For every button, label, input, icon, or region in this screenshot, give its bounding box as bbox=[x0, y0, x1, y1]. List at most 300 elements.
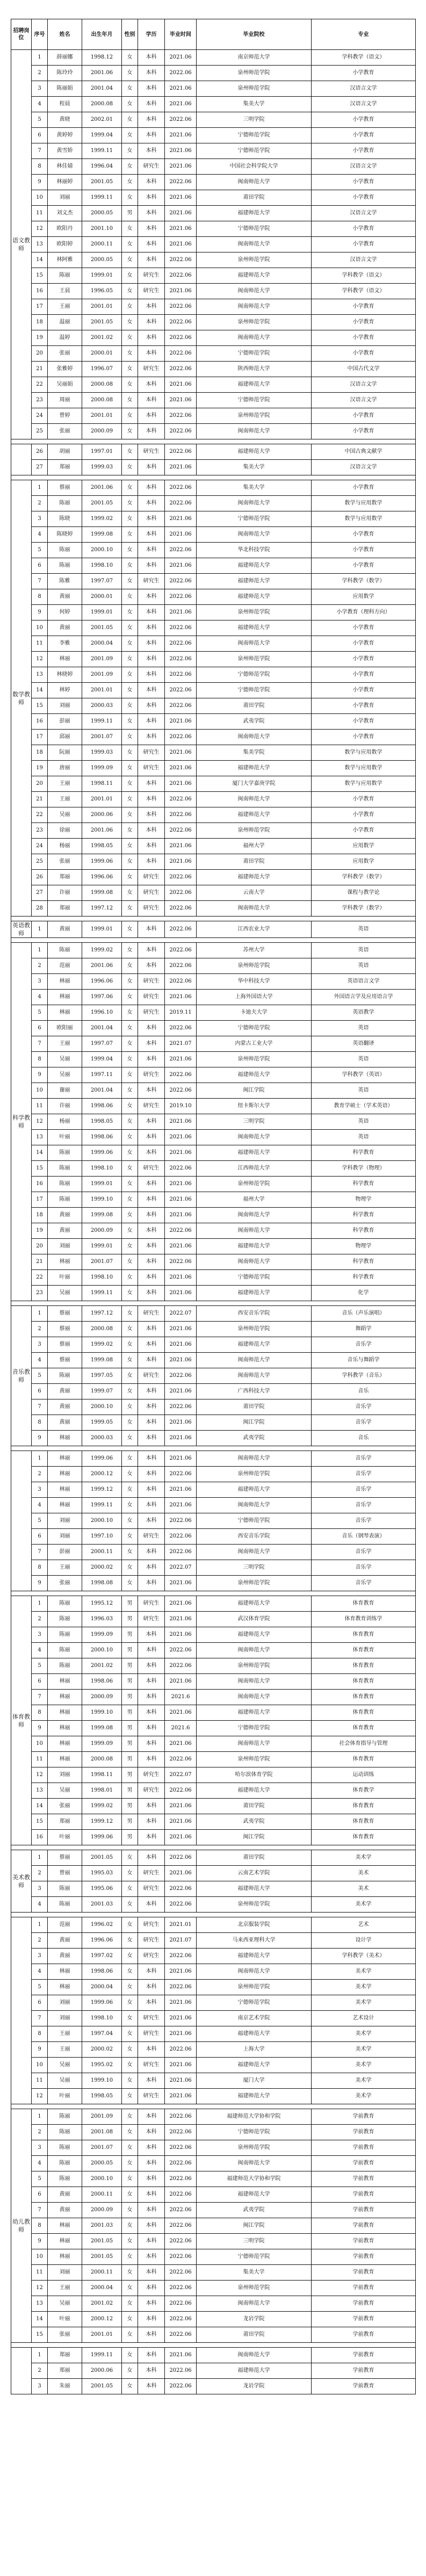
row-degree: 本科 bbox=[138, 1130, 165, 1145]
row-major: 音乐学 bbox=[312, 1482, 416, 1498]
row-degree: 本科 bbox=[138, 2348, 165, 2363]
row-birth: 2001.07 bbox=[82, 2140, 122, 2156]
row-school: 上海大学 bbox=[197, 2042, 312, 2058]
row-degree: 本科 bbox=[138, 1451, 165, 1467]
row-gender: 女 bbox=[122, 1130, 138, 1145]
row-index: 4 bbox=[32, 2156, 48, 2171]
row-grad-time: 2022.06 bbox=[165, 730, 197, 745]
row-gender: 女 bbox=[122, 714, 138, 730]
row-gender: 男 bbox=[122, 1690, 138, 1705]
row-school: 闽南师范大学 bbox=[197, 1130, 312, 1145]
row-gender: 女 bbox=[122, 807, 138, 823]
row-grad-time: 2022.06 bbox=[165, 958, 197, 974]
row-grad-time: 2021.06 bbox=[165, 1627, 197, 1643]
table-row bbox=[11, 761, 416, 776]
row-major: 学科教学（美术） bbox=[312, 1949, 416, 1964]
row-grad-time: 2021.06 bbox=[165, 761, 197, 776]
row-grad-time: 2022.06 bbox=[165, 974, 197, 990]
row-school: 莆田学院 bbox=[197, 698, 312, 714]
row-name: 林晓婷 bbox=[48, 667, 82, 683]
row-name: 刘丽 bbox=[48, 1995, 82, 2011]
row-major: 小学教育 bbox=[312, 792, 416, 807]
header-row bbox=[11, 19, 416, 50]
table-row bbox=[11, 81, 416, 97]
table-row bbox=[11, 1752, 416, 1767]
row-birth: 2001.01 bbox=[82, 299, 122, 315]
row-degree: 本科 bbox=[138, 1897, 165, 1913]
row-birth: 2000.12 bbox=[82, 1467, 122, 1482]
row-birth: 1999.11 bbox=[82, 190, 122, 206]
row-major: 小学教育 bbox=[312, 66, 416, 81]
row-name: 郑丽 bbox=[48, 870, 82, 885]
row-name: 刘丽 bbox=[48, 1529, 82, 1545]
row-index: 3 bbox=[32, 2140, 48, 2156]
row-major: 小学教育 bbox=[312, 424, 416, 439]
row-degree: 本科 bbox=[138, 1513, 165, 1529]
row-birth: 2000.03 bbox=[82, 698, 122, 714]
row-major: 汉语言文学 bbox=[312, 159, 416, 175]
row-index: 7 bbox=[32, 1690, 48, 1705]
row-gender: 女 bbox=[122, 1368, 138, 1384]
row-name: 林丽 bbox=[48, 1705, 82, 1721]
row-grad-time: 2021.06 bbox=[165, 1114, 197, 1130]
row-grad-time: 2021.06 bbox=[165, 2026, 197, 2042]
row-major: 汉语言文学 bbox=[312, 206, 416, 221]
row-grad-time: 2021.06 bbox=[165, 990, 197, 1005]
row-major: 音乐（声乐演唱） bbox=[312, 1306, 416, 1322]
row-index: 11 bbox=[32, 1752, 48, 1767]
row-gender: 女 bbox=[122, 112, 138, 128]
row-index: 12 bbox=[32, 2089, 48, 2104]
row-name: 陈丽 bbox=[48, 1192, 82, 1208]
table-row bbox=[11, 496, 416, 511]
row-name: 刘文杰 bbox=[48, 206, 82, 221]
table-row bbox=[11, 839, 416, 854]
row-grad-time: 2022.06 bbox=[165, 268, 197, 284]
row-index: 15 bbox=[32, 268, 48, 284]
row-grad-time: 2021.06 bbox=[165, 1322, 197, 1337]
row-degree: 本科 bbox=[138, 2379, 165, 2394]
row-gender: 女 bbox=[122, 2379, 138, 2394]
row-major: 音乐学 bbox=[312, 1451, 416, 1467]
row-name: 林丽 bbox=[48, 1721, 82, 1736]
row-name: 吴丽 bbox=[48, 1286, 82, 1301]
row-name: 蔡丽 bbox=[48, 1850, 82, 1866]
row-gender: 女 bbox=[122, 159, 138, 175]
row-birth: 1999.10 bbox=[82, 2073, 122, 2089]
table-row bbox=[11, 1560, 416, 1576]
row-index: 5 bbox=[32, 1005, 48, 1021]
row-degree: 本科 bbox=[138, 377, 165, 393]
row-index: 20 bbox=[32, 1239, 48, 1254]
row-major: 学科教学（数学） bbox=[312, 574, 416, 589]
row-major: 小学教育 bbox=[312, 190, 416, 206]
row-gender: 女 bbox=[122, 823, 138, 839]
row-index: 2 bbox=[32, 496, 48, 511]
row-index: 18 bbox=[32, 1208, 48, 1223]
row-school: 泉州师范学院 bbox=[197, 958, 312, 974]
row-major: 英语语言文学 bbox=[312, 974, 416, 990]
row-major: 舞蹈学 bbox=[312, 1322, 416, 1337]
table-row bbox=[11, 943, 416, 958]
row-birth: 2000.01 bbox=[82, 346, 122, 362]
row-name: 刘丽 bbox=[48, 2265, 82, 2281]
row-grad-time: 2021.06 bbox=[165, 1415, 197, 1431]
row-degree: 本科 bbox=[138, 1830, 165, 1845]
row-major: 英语 bbox=[312, 1083, 416, 1099]
row-degree: 本科 bbox=[138, 839, 165, 854]
row-index: 9 bbox=[32, 1576, 48, 1591]
row-degree: 本科 bbox=[138, 1192, 165, 1208]
row-index: 13 bbox=[32, 237, 48, 252]
row-birth: 1998.06 bbox=[82, 1964, 122, 1980]
row-grad-time: 2022.06 bbox=[165, 1643, 197, 1658]
row-index: 2 bbox=[32, 1933, 48, 1949]
row-index: 14 bbox=[32, 252, 48, 268]
row-school: 泉州师范学院 bbox=[197, 823, 312, 839]
row-birth: 1997.11 bbox=[82, 1067, 122, 1083]
row-index: 6 bbox=[32, 558, 48, 574]
row-degree: 本科 bbox=[138, 605, 165, 620]
row-gender: 女 bbox=[122, 299, 138, 315]
row-school: 闽南师范大学 bbox=[197, 2296, 312, 2312]
row-birth: 2000.11 bbox=[82, 237, 122, 252]
row-grad-time: 2021.06 bbox=[165, 393, 197, 408]
row-index: 3 bbox=[32, 1627, 48, 1643]
row-gender: 女 bbox=[122, 2296, 138, 2312]
row-birth: 1999.07 bbox=[82, 1384, 122, 1399]
row-grad-time: 2022.06 bbox=[165, 1881, 197, 1897]
row-school: 龙岩学院 bbox=[197, 2379, 312, 2394]
row-birth: 2000.02 bbox=[82, 2042, 122, 2058]
row-name: 林佳婧 bbox=[48, 159, 82, 175]
row-degree: 本科 bbox=[138, 190, 165, 206]
row-major: 体育教育 bbox=[312, 1627, 416, 1643]
row-birth: 1999.06 bbox=[82, 1830, 122, 1845]
row-index: 3 bbox=[32, 511, 48, 527]
table-row bbox=[11, 2327, 416, 2343]
row-index: 10 bbox=[32, 1083, 48, 1099]
row-major: 数学与应用数学 bbox=[312, 776, 416, 792]
row-gender: 女 bbox=[122, 190, 138, 206]
row-birth: 1996.10 bbox=[82, 1005, 122, 1021]
row-name: 叶丽 bbox=[48, 2089, 82, 2104]
row-degree: 本科 bbox=[138, 1431, 165, 1446]
row-name: 邱丽 bbox=[48, 730, 82, 745]
row-grad-time: 2022.06 bbox=[165, 346, 197, 362]
row-index: 13 bbox=[32, 2296, 48, 2312]
table-row bbox=[11, 1866, 416, 1881]
row-birth: 2001.05 bbox=[82, 315, 122, 330]
row-school: 西安音乐学院 bbox=[197, 1306, 312, 1322]
table-row bbox=[11, 1881, 416, 1897]
row-name: 阮丽 bbox=[48, 745, 82, 761]
table-row bbox=[11, 2026, 416, 2042]
row-gender: 女 bbox=[122, 620, 138, 636]
row-gender: 女 bbox=[122, 81, 138, 97]
row-index: 8 bbox=[32, 1560, 48, 1576]
row-grad-time: 2021.06 bbox=[165, 1145, 197, 1161]
row-major: 汉语言文学 bbox=[312, 377, 416, 393]
row-school: 福建师范大学 bbox=[197, 2363, 312, 2379]
group-separator bbox=[11, 938, 416, 943]
row-school: 闽南师范大学 bbox=[197, 792, 312, 807]
row-name: 陈丽 bbox=[48, 2109, 82, 2125]
row-name: 张丽 bbox=[48, 346, 82, 362]
row-name: 林丽 bbox=[48, 1467, 82, 1482]
row-grad-time: 2021.06 bbox=[165, 1866, 197, 1881]
row-gender: 女 bbox=[122, 543, 138, 558]
row-degree: 本科 bbox=[138, 2265, 165, 2281]
row-degree: 本科 bbox=[138, 496, 165, 511]
row-grad-time: 2021.06 bbox=[165, 1353, 197, 1368]
row-major: 学前教育 bbox=[312, 2363, 416, 2379]
row-gender: 女 bbox=[122, 2058, 138, 2073]
row-school: 闽南师范大学 bbox=[197, 1208, 312, 1223]
row-major: 小学教育 bbox=[312, 408, 416, 424]
row-major: 音乐学 bbox=[312, 1560, 416, 1576]
row-degree: 研究生 bbox=[138, 745, 165, 761]
row-degree: 研究生 bbox=[138, 284, 165, 299]
group-separator-cell bbox=[11, 1301, 416, 1306]
row-name: 范丽 bbox=[48, 958, 82, 974]
row-index: 11 bbox=[32, 206, 48, 221]
row-major: 应用数学 bbox=[312, 854, 416, 870]
row-school: 福建师范大学 bbox=[197, 1286, 312, 1301]
row-index: 4 bbox=[32, 97, 48, 112]
table-row bbox=[11, 2348, 416, 2363]
row-index: 21 bbox=[32, 362, 48, 377]
row-name: 叶丽 bbox=[48, 1830, 82, 1845]
row-index: 16 bbox=[32, 1177, 48, 1192]
row-degree: 研究生 bbox=[138, 1529, 165, 1545]
row-index: 9 bbox=[32, 1721, 48, 1736]
row-major: 小学教育 bbox=[312, 527, 416, 543]
row-school: 泉州师范学院 bbox=[197, 652, 312, 667]
row-gender: 女 bbox=[122, 2073, 138, 2089]
row-birth: 2000.09 bbox=[82, 1690, 122, 1705]
row-degree: 本科 bbox=[138, 50, 165, 66]
row-birth: 2000.05 bbox=[82, 2156, 122, 2171]
row-grad-time: 2022.06 bbox=[165, 2327, 197, 2343]
table-row bbox=[11, 1705, 416, 1721]
table-row bbox=[11, 1130, 416, 1145]
row-grad-time: 2022.06 bbox=[165, 2379, 197, 2394]
row-gender: 女 bbox=[122, 1353, 138, 1368]
table-row bbox=[11, 2058, 416, 2073]
row-name: 郑丽 bbox=[48, 2348, 82, 2363]
table-row bbox=[11, 50, 416, 66]
row-gender: 女 bbox=[122, 943, 138, 958]
row-gender: 男 bbox=[122, 1830, 138, 1845]
row-degree: 本科 bbox=[138, 730, 165, 745]
row-name: 蔡丽 bbox=[48, 1337, 82, 1353]
row-birth: 2001.09 bbox=[82, 652, 122, 667]
row-birth: 2001.01 bbox=[82, 683, 122, 698]
row-birth: 2001.04 bbox=[82, 1021, 122, 1036]
row-school: 宁德师范学院 bbox=[197, 143, 312, 159]
table-row bbox=[11, 1223, 416, 1239]
row-school: 闽南师范大学 bbox=[197, 1451, 312, 1467]
row-degree: 本科 bbox=[138, 81, 165, 97]
row-name: 何婷 bbox=[48, 605, 82, 620]
row-name: 吴丽 bbox=[48, 2073, 82, 2089]
row-gender: 女 bbox=[122, 1083, 138, 1099]
row-birth: 2001.06 bbox=[82, 823, 122, 839]
group-position-cell bbox=[11, 2348, 32, 2394]
row-name: 林丽 bbox=[48, 974, 82, 990]
row-major: 体育教育 bbox=[312, 1690, 416, 1705]
row-birth: 1997.12 bbox=[82, 901, 122, 917]
row-gender: 女 bbox=[122, 2187, 138, 2203]
row-grad-time: 2021.06 bbox=[165, 190, 197, 206]
row-grad-time: 2022.06 bbox=[165, 1513, 197, 1529]
row-grad-time: 2021.06 bbox=[165, 1498, 197, 1513]
row-grad-time: 2022.06 bbox=[165, 2281, 197, 2296]
row-degree: 本科 bbox=[138, 2187, 165, 2203]
row-grad-time: 2022.06 bbox=[165, 252, 197, 268]
row-major: 科学教育 bbox=[312, 1270, 416, 1286]
row-grad-time: 2022.06 bbox=[165, 1545, 197, 1560]
row-index: 28 bbox=[32, 901, 48, 917]
row-degree: 研究生 bbox=[138, 2011, 165, 2026]
row-degree: 本科 bbox=[138, 1560, 165, 1576]
row-gender: 女 bbox=[122, 66, 138, 81]
row-index: 15 bbox=[32, 1814, 48, 1830]
row-index: 23 bbox=[32, 823, 48, 839]
row-grad-time: 2019.10 bbox=[165, 1099, 197, 1114]
row-name: 黄丽 bbox=[48, 1208, 82, 1223]
row-school: 集美大学 bbox=[197, 97, 312, 112]
row-index: 10 bbox=[32, 620, 48, 636]
row-major: 中国古典文献学 bbox=[312, 444, 416, 460]
row-school: 福建师范大学 bbox=[197, 589, 312, 605]
row-grad-time: 2022.06 bbox=[165, 408, 197, 424]
row-major: 学前教育 bbox=[312, 2125, 416, 2140]
row-degree: 本科 bbox=[138, 1337, 165, 1353]
row-birth: 2000.10 bbox=[82, 1513, 122, 1529]
row-degree: 研究生 bbox=[138, 885, 165, 901]
row-major: 艺术 bbox=[312, 1917, 416, 1933]
table-row bbox=[11, 1145, 416, 1161]
row-grad-time: 2021.06 bbox=[165, 1451, 197, 1467]
row-birth: 1998.10 bbox=[82, 558, 122, 574]
row-school: 三明学院 bbox=[197, 112, 312, 128]
group-position-cell bbox=[11, 1917, 32, 2104]
row-gender: 女 bbox=[122, 698, 138, 714]
row-grad-time: 2022.06 bbox=[165, 2203, 197, 2218]
row-major: 汉语言文学 bbox=[312, 460, 416, 475]
row-birth: 1999.11 bbox=[82, 2348, 122, 2363]
row-index: 3 bbox=[32, 2379, 48, 2394]
group-position-cell: 美术教师 bbox=[11, 1850, 32, 1913]
row-school: 中国社会科学院大学 bbox=[197, 159, 312, 175]
row-degree: 本科 bbox=[138, 589, 165, 605]
row-degree: 本科 bbox=[138, 2125, 165, 2140]
row-name: 林丽婷 bbox=[48, 175, 82, 190]
row-degree: 本科 bbox=[138, 2218, 165, 2234]
row-name: 林丽 bbox=[48, 652, 82, 667]
row-gender: 女 bbox=[122, 143, 138, 159]
row-birth: 2001.06 bbox=[82, 66, 122, 81]
row-gender: 女 bbox=[122, 1239, 138, 1254]
row-birth: 2001.05 bbox=[82, 2234, 122, 2249]
row-major: 英语翻译 bbox=[312, 1036, 416, 1052]
row-index: 27 bbox=[32, 460, 48, 475]
row-grad-time: 2022.06 bbox=[165, 1467, 197, 1482]
row-degree: 本科 bbox=[138, 1270, 165, 1286]
row-birth: 1997.07 bbox=[82, 574, 122, 589]
row-birth: 1999.11 bbox=[82, 143, 122, 159]
row-major: 小学教育 bbox=[312, 346, 416, 362]
table-row bbox=[11, 1933, 416, 1949]
table-row bbox=[11, 1643, 416, 1658]
row-major: 美术学 bbox=[312, 2042, 416, 2058]
group-separator-cell bbox=[11, 475, 416, 480]
row-grad-time: 2021.06 bbox=[165, 1192, 197, 1208]
row-index: 7 bbox=[32, 1036, 48, 1052]
row-gender: 男 bbox=[122, 1783, 138, 1799]
roster-table-container bbox=[11, 19, 415, 2394]
row-index: 8 bbox=[32, 2218, 48, 2234]
row-degree: 本科 bbox=[138, 128, 165, 143]
row-name: 陈丽 bbox=[48, 2171, 82, 2187]
row-grad-time: 2022.06 bbox=[165, 698, 197, 714]
row-name: 唐丽 bbox=[48, 761, 82, 776]
row-school: 三明学院 bbox=[197, 2234, 312, 2249]
table-row bbox=[11, 1337, 416, 1353]
group-separator-cell bbox=[11, 1845, 416, 1850]
row-birth: 2000.05 bbox=[82, 206, 122, 221]
row-degree: 研究生 bbox=[138, 2089, 165, 2104]
row-grad-time: 2022.06 bbox=[165, 1949, 197, 1964]
row-degree: 本科 bbox=[138, 143, 165, 159]
row-gender: 女 bbox=[122, 496, 138, 511]
row-gender: 女 bbox=[122, 362, 138, 377]
row-birth: 2000.05 bbox=[82, 252, 122, 268]
row-major: 体育教育 bbox=[312, 1721, 416, 1736]
row-gender: 女 bbox=[122, 730, 138, 745]
row-school: 泉州师范学院 bbox=[197, 1897, 312, 1913]
row-grad-time: 2021.06 bbox=[165, 1964, 197, 1980]
row-birth: 2001.02 bbox=[82, 330, 122, 346]
row-school: 龙岩学院 bbox=[197, 2312, 312, 2327]
row-major: 小学教育 bbox=[312, 221, 416, 237]
row-birth: 2001.05 bbox=[82, 496, 122, 511]
row-degree: 研究生 bbox=[138, 1005, 165, 1021]
row-school: 宁德师范学院 bbox=[197, 2125, 312, 2140]
row-birth: 1998.01 bbox=[82, 1783, 122, 1799]
row-birth: 2001.01 bbox=[82, 792, 122, 807]
row-index: 18 bbox=[32, 315, 48, 330]
row-degree: 研究生 bbox=[138, 901, 165, 917]
row-birth: 2000.04 bbox=[82, 2281, 122, 2296]
row-degree: 本科 bbox=[138, 1353, 165, 1368]
row-gender: 男 bbox=[122, 206, 138, 221]
row-name: 陈丽 bbox=[48, 496, 82, 511]
group-separator-cell bbox=[11, 1913, 416, 1917]
row-school: 纽卡斯尔大学 bbox=[197, 1099, 312, 1114]
row-birth: 2000.08 bbox=[82, 1322, 122, 1337]
row-grad-time: 2021.06 bbox=[165, 2073, 197, 2089]
row-grad-time: 2019.11 bbox=[165, 1005, 197, 1021]
row-grad-time: 2022.06 bbox=[165, 424, 197, 439]
row-index: 13 bbox=[32, 667, 48, 683]
row-index: 1 bbox=[32, 1917, 48, 1933]
header-school: 毕业院校 bbox=[197, 19, 312, 50]
row-gender: 女 bbox=[122, 393, 138, 408]
table-row bbox=[11, 1099, 416, 1114]
